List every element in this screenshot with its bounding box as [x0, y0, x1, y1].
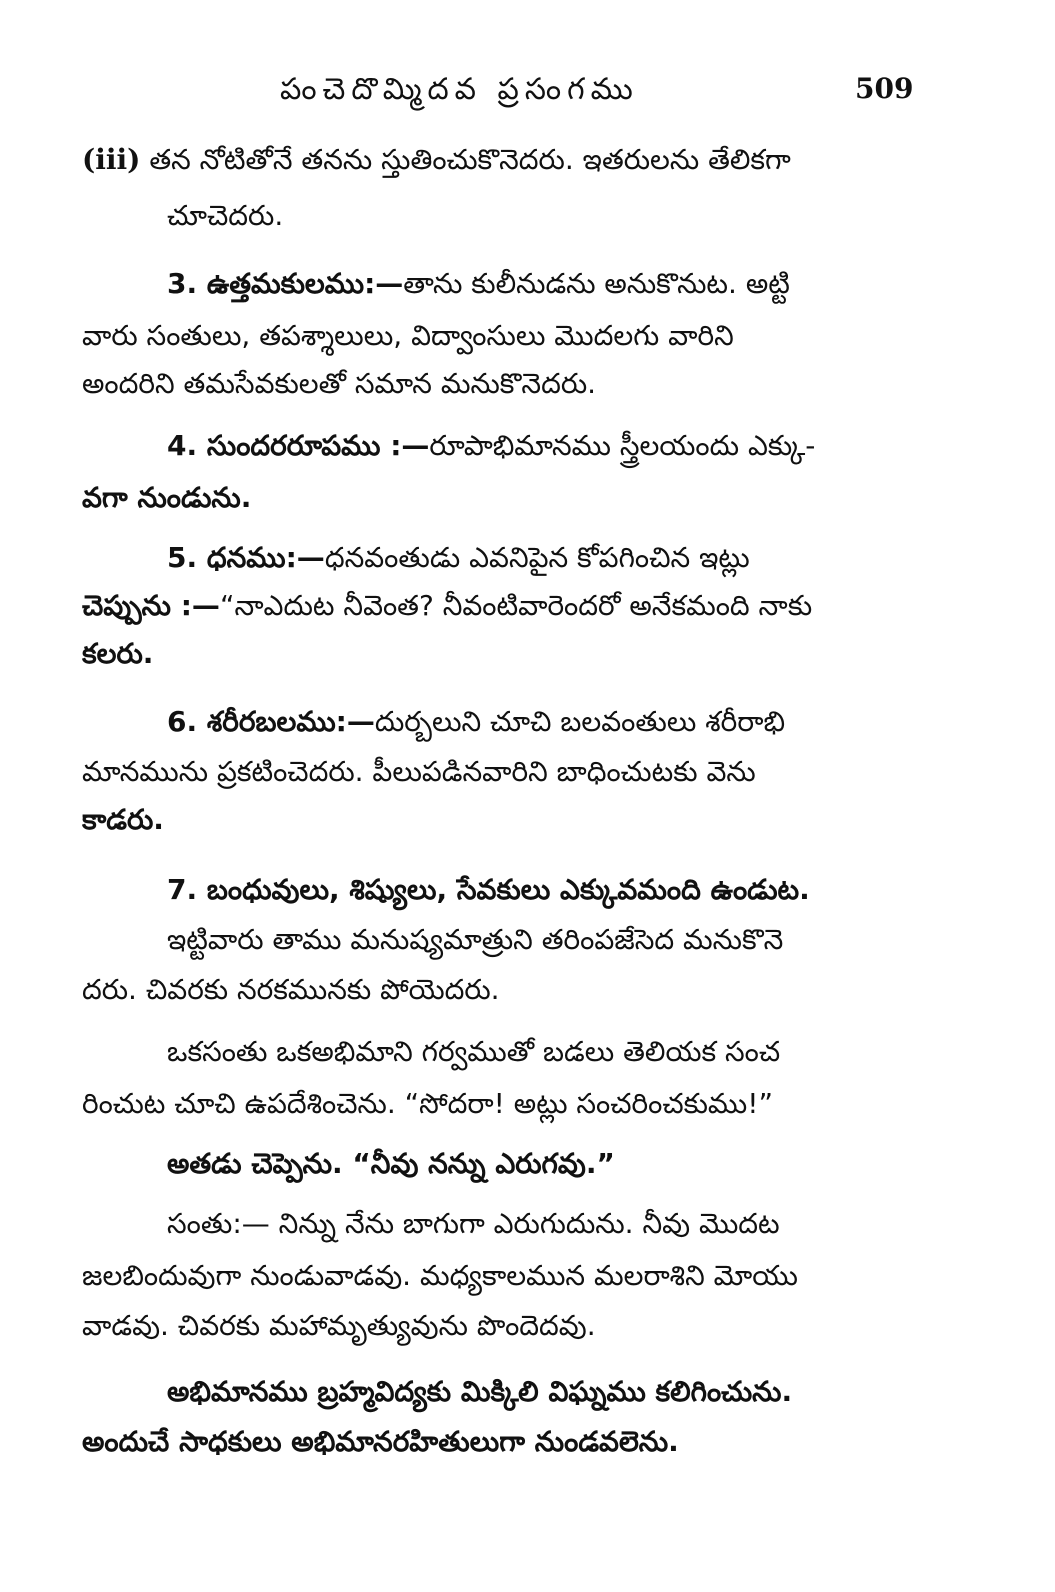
line-text: ధనవంతుడు ఎవనిపైన కోపగించిన ఇట్లు [324, 541, 750, 574]
line-lead: చెప్పును :— [82, 589, 220, 622]
section-heading: 3. ఉత్తమకులము:— [167, 267, 404, 300]
text-line: జలబిందువుగా నుండువాడవు. మధ్యకాలమున మలరాశిని మోయు [82, 1259, 798, 1292]
text-line: అందరిని తమసేవకులతో సమాన మనుకొనెదరు. [82, 367, 597, 400]
text-line [167, 702, 785, 742]
text-line: ఒకసంతు ఒకఅభిమాని గర్వముతో బడలు తెలియక సంచ [167, 1035, 781, 1068]
text-line: చూచెదరు. [167, 199, 284, 232]
line-text: తన నోటితోనే తనను స్తుతించుకొనెదరు. ఇతరులను తేలికగా [149, 143, 791, 176]
section-heading: 5. ధనము:— [167, 541, 325, 574]
page-header [0, 72, 1055, 112]
text-line: 7. బంధువులు, శిష్యులు, సేవకులు ఎక్కువమంది ఉండుట. [167, 873, 810, 906]
running-title: పంచెదొమ్మిదవ ప్రసంగము [280, 72, 639, 107]
text-line: వగా నుండును. [82, 481, 252, 514]
section-heading: 4. సుందరరూపము :— [167, 429, 430, 462]
text-line: వాడవు. చివరకు మహామృత్యువును పొందెదవు. [82, 1309, 596, 1342]
text-line [167, 538, 750, 578]
text-line: సంతు:— నిన్ను నేను బాగుగా ఎరుగుదును. నీవు మొదట [167, 1207, 780, 1240]
list-marker: (iii) [82, 143, 141, 176]
text-line: వారు సంతులు, తపశ్శాలులు, విద్వాంసులు మొదలగు వారిని [82, 319, 734, 352]
text-line: దరు. చివరకు నరకమునకు పోయెదరు. [82, 973, 500, 1006]
line-text: దుర్బలుని చూచి బలవంతులు శరీరాభి [374, 705, 786, 738]
text-line [167, 426, 815, 466]
page-number: 509 [855, 72, 914, 105]
text-line: ఇట్టివారు తాము మనుష్యమాత్రుని తరింపజేసెద మనుకొనె [167, 923, 784, 956]
text-line: అతడు చెప్పెను. “నీవు నన్ను ఎరుగవు.” [167, 1147, 615, 1180]
line-text: “నాఎదుట నీవెంత? నీవంటివారెందరో అనేకమంది నాకు [219, 589, 813, 622]
text-line: కాడరు. [82, 803, 164, 836]
line-text: తాను కులీనుడను అనుకొనుట. అట్టి [403, 267, 790, 300]
line-text: రూపాభిమానము స్త్రీలయందు ఎక్కు- [429, 429, 816, 462]
section-heading: 6. శరీరబలము:— [167, 705, 375, 738]
text-line: అందుచే సాధకులు అభిమానరహితులుగా నుండవలెను. [82, 1425, 679, 1458]
text-line: కలరు. [82, 637, 154, 670]
text-line: మానమును ప్రకటించెదరు. పీలుపడినవారిని బాధించుటకు వెను [82, 755, 756, 788]
text-line: రించుట చూచి ఉపదేశించెను. “సోదరా! అట్లు సంచరించకుము!” [82, 1087, 773, 1120]
text-line [82, 586, 812, 626]
text-line: అభిమానము బ్రహ్మవిద్యకు మిక్కిలి విఘ్నము కలిగించును. [167, 1375, 793, 1408]
text-line [167, 264, 790, 304]
text-line [82, 140, 912, 180]
